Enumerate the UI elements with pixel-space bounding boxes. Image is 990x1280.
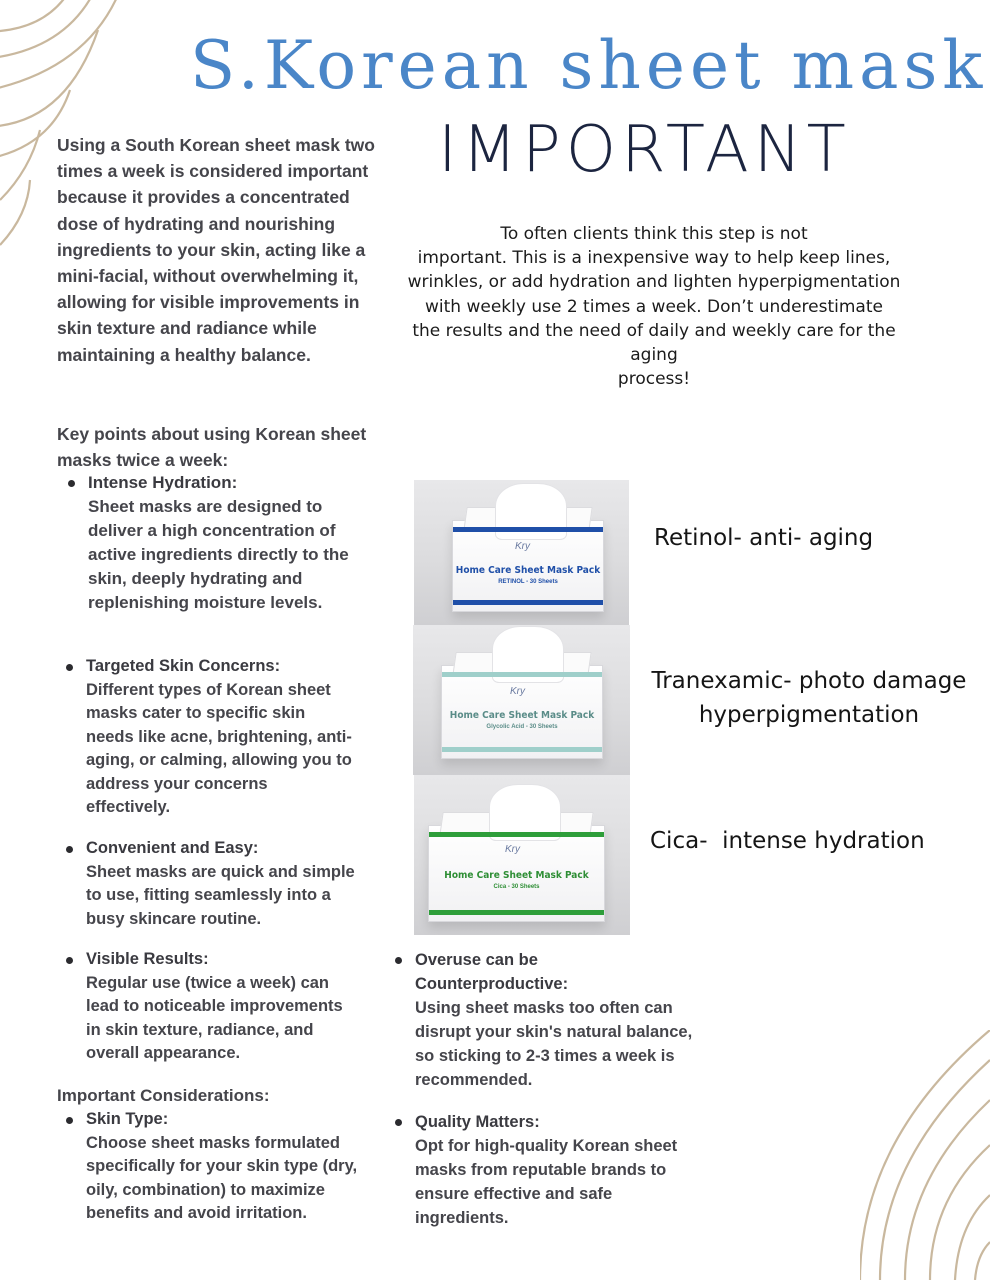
product-label: Home Care Sheet Mask Pack xyxy=(449,710,595,721)
bullet-intense-hydration xyxy=(88,471,368,615)
bullet-body: Using sheet masks too often can disrupt your skin's natural balance, so sticking to 2-3 times a week is recommended. xyxy=(415,999,693,1089)
brand-logo: Kry xyxy=(505,844,520,855)
bullet-overuse-counterproductive xyxy=(415,948,695,1092)
note-line: with weekly use 2 times a week. Don’t underestimate xyxy=(425,296,883,317)
caption-tranexamic xyxy=(646,664,972,732)
bullet-body: Choose sheet masks formulated specifically for your skin type (dry, oily, combination) to maximize benefits and avoid irritation. xyxy=(86,1133,358,1222)
bullet-targeted-skin-concerns xyxy=(86,655,356,820)
note-line: the results and the need of daily and weekly care for the xyxy=(412,320,896,341)
intro-paragraph: Using a South Korean sheet mask two times a week is considered important because it provides a concentrated dose of hydrating and nourishing ingredients to your skin, acting like a mini-facial, without overwhelming it, allowing for visible improvements in skin texture and radiance while maintaining a healthy balance. xyxy=(57,135,375,365)
bullet-body: Regular use (twice a week) can lead to noticeable improvements in skin texture, radiance, and overall appearance. xyxy=(86,973,343,1062)
bullet-title: Skin Type: xyxy=(86,1110,169,1128)
bullet-quality-matters xyxy=(415,1110,700,1230)
brand-logo: Kry xyxy=(510,686,525,697)
bullet-dot xyxy=(66,957,73,964)
bullet-body: Sheet masks are quick and simple to use, fitting seamlessly into a busy skincare routine. xyxy=(86,862,355,928)
page-title: S.Korean sheet mask xyxy=(190,27,988,104)
bullet-convenient-and-easy xyxy=(86,837,356,931)
note-line: important. This is a inexpensive way to help keep lines, xyxy=(417,248,891,269)
color-band xyxy=(429,910,604,915)
bullet-title: Overuse can be Counterproductive: xyxy=(415,951,569,993)
note-line: aging xyxy=(630,345,678,366)
color-band xyxy=(442,672,602,677)
bullet-dot xyxy=(395,957,402,964)
mask-box xyxy=(452,520,604,612)
note-line: process! xyxy=(617,369,691,390)
product-photo-cica xyxy=(414,775,630,935)
client-note xyxy=(398,222,910,391)
product-label: Home Care Sheet Mask Pack xyxy=(444,870,589,881)
bullet-title: Convenient and Easy: xyxy=(86,839,259,857)
bullet-dot xyxy=(66,846,73,853)
bullet-dot xyxy=(395,1119,402,1126)
bullet-visible-results xyxy=(86,948,361,1066)
bottom-right-arc-decoration xyxy=(860,1030,990,1280)
mask-box xyxy=(428,825,605,922)
bullet-body: Different types of Korean sheet masks cater to specific skin needs like acne, brightening, anti-aging, or calming, allowing you to address your concerns effectively. xyxy=(86,680,352,816)
bullet-body: Sheet masks are designed to deliver a high concentration of active ingredients directly to the skin, deeply hydrating and replenishing moisture levels. xyxy=(88,497,349,612)
color-band xyxy=(429,832,604,837)
bullet-dot xyxy=(68,480,75,487)
product-sub-label: Glycolic Acid - 30 Sheets xyxy=(486,724,558,730)
product-photo-tranexamic xyxy=(413,625,630,775)
important-heading: IMPORTANT xyxy=(438,113,851,187)
caption-line: Tranexamic- photo damage xyxy=(651,668,967,694)
mask-box xyxy=(441,665,603,759)
bullet-title: Quality Matters: xyxy=(415,1113,540,1131)
product-label: Home Care Sheet Mask Pack xyxy=(455,565,601,576)
brand-logo: Kry xyxy=(515,541,530,552)
bullet-title: Targeted Skin Concerns: xyxy=(86,657,281,675)
bullet-dot xyxy=(66,664,73,671)
bullet-title: Intense Hydration: xyxy=(88,473,238,492)
product-photo-retinol xyxy=(414,480,629,625)
color-band xyxy=(453,600,603,605)
key-points-heading: Key points about using Korean sheet masks twice a week: xyxy=(57,424,367,470)
caption-retinol: Retinol- anti- aging xyxy=(654,525,874,551)
considerations-heading: Important Considerations: xyxy=(57,1086,270,1105)
bullet-dot xyxy=(66,1117,73,1124)
bullet-body: Opt for high-quality Korean sheet masks from reputable brands to ensure effective and safe ingredients. xyxy=(415,1137,678,1227)
caption-line: hyperpigmentation xyxy=(698,702,920,728)
product-sub-label: RETINOL - 30 Sheets xyxy=(498,579,558,585)
caption-cica: Cica- intense hydration xyxy=(650,828,925,854)
color-band xyxy=(453,527,603,532)
color-band xyxy=(442,747,602,752)
bullet-title: Visible Results: xyxy=(86,950,209,968)
product-sub-label: Cica - 30 Sheets xyxy=(493,884,540,890)
note-line: wrinkles, or add hydration and lighten hyperpigmentation xyxy=(407,272,901,293)
bullet-skin-type xyxy=(86,1108,361,1226)
note-line: To often clients think this step is not xyxy=(500,224,808,244)
